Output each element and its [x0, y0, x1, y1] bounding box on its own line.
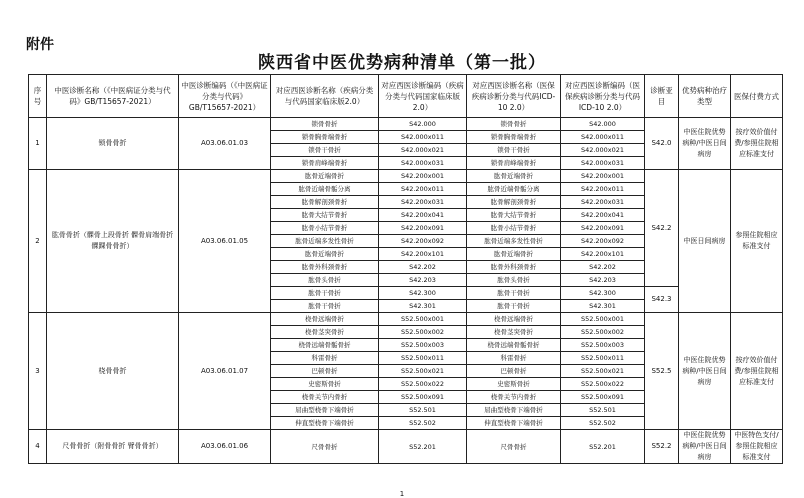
western-code-cell: S42.000: [379, 118, 467, 131]
icd-name-cell: 肱骨大结节骨折: [467, 209, 561, 222]
icd-name-cell: 史密斯骨折: [467, 378, 561, 391]
tcm-code-cell: A03.06.01.07: [179, 313, 271, 430]
icd-code-cell: S52.500x022: [561, 378, 645, 391]
western-name-cell: 桡骨茎突骨折: [271, 326, 379, 339]
western-name-cell: 肱骨头骨折: [271, 274, 379, 287]
tcm-code-cell: A03.06.01.05: [179, 170, 271, 313]
western-name-cell: 肱骨小结节骨折: [271, 222, 379, 235]
icd-code-cell: S42.200x101: [561, 248, 645, 261]
western-code-cell: S42.200x092: [379, 235, 467, 248]
icd-code-cell: S52.500x002: [561, 326, 645, 339]
icd-code-cell: S42.301: [561, 300, 645, 313]
western-code-cell: S52.500x011: [379, 352, 467, 365]
icd-code-cell: S52.500x021: [561, 365, 645, 378]
row-number-cell: 4: [29, 430, 47, 464]
treatment-type-cell: 中医日间病房: [679, 170, 731, 313]
treatment-type-cell: 中医住院优势病种/中医日间病房: [679, 313, 731, 430]
western-name-cell: 桡骨远端骨折: [271, 313, 379, 326]
attachment-label: 附件: [26, 37, 54, 53]
header-cell: 诊断亚目: [645, 75, 679, 118]
icd-code-cell: S52.501: [561, 404, 645, 417]
table-row: [29, 313, 783, 326]
icd-code-cell: S42.203: [561, 274, 645, 287]
icd-name-cell: 肱骨近端多发性骨折: [467, 235, 561, 248]
header-cell: 对应西医诊断名称（医保疾病诊断分类与代码ICD-10 2.0）: [467, 75, 561, 118]
icd-name-cell: 锁骨骨折: [467, 118, 561, 131]
western-name-cell: 肱骨近端骨折: [271, 248, 379, 261]
header-cell: 对应西医诊断名称（疾病分类与代码国家临床版2.0）: [271, 75, 379, 118]
western-name-cell: 科雷骨折: [271, 352, 379, 365]
western-name-cell: 肱骨干骨折: [271, 287, 379, 300]
payment-method-cell: 中医特色支付/参照住院相应标准支付: [731, 430, 783, 464]
subitem-cell: S42.0: [645, 118, 679, 170]
western-name-cell: 巴顿骨折: [271, 365, 379, 378]
western-name-cell: 屈曲型桡骨下端骨折: [271, 404, 379, 417]
icd-code-cell: S52.500x003: [561, 339, 645, 352]
row-number-cell: 1: [29, 118, 47, 170]
icd-name-cell: 肱骨解剖颈骨折: [467, 196, 561, 209]
western-code-cell: S52.201: [379, 430, 467, 464]
icd-name-cell: 尺骨骨折: [467, 430, 561, 464]
western-name-cell: 肱骨近端骨骺分离: [271, 183, 379, 196]
icd-name-cell: 桡骨远端骨骺骨折: [467, 339, 561, 352]
western-code-cell: S52.500x003: [379, 339, 467, 352]
icd-code-cell: S42.200x041: [561, 209, 645, 222]
western-name-cell: 史密斯骨折: [271, 378, 379, 391]
icd-code-cell: S42.200x092: [561, 235, 645, 248]
western-code-cell: S52.500x021: [379, 365, 467, 378]
icd-code-cell: S42.200x091: [561, 222, 645, 235]
row-number-cell: 3: [29, 313, 47, 430]
western-code-cell: S42.200x001: [379, 170, 467, 183]
icd-code-cell: S42.200x011: [561, 183, 645, 196]
icd-code-cell: S52.201: [561, 430, 645, 464]
icd-name-cell: 肱骨小结节骨折: [467, 222, 561, 235]
icd-name-cell: 肱骨干骨折: [467, 287, 561, 300]
table-row: [29, 170, 783, 183]
header-cell: 对应西医诊断编码（医保疾病诊断分类与代码ICD-10 2.0）: [561, 75, 645, 118]
western-code-cell: S52.500x022: [379, 378, 467, 391]
icd-code-cell: S52.502: [561, 417, 645, 430]
western-name-cell: 桡骨远端骨骺骨折: [271, 339, 379, 352]
treatment-type-cell: 中医住院优势病种/中医日间病房: [679, 118, 731, 170]
western-name-cell: 肱骨大结节骨折: [271, 209, 379, 222]
icd-name-cell: 伸直型桡骨下端骨折: [467, 417, 561, 430]
subitem-cell: S42.3: [645, 287, 679, 313]
icd-code-cell: S42.202: [561, 261, 645, 274]
western-name-cell: 桡骨关节内骨折: [271, 391, 379, 404]
tcm-name-cell: 锁骨骨折: [47, 118, 179, 170]
tcm-name-cell: 尺骨骨折（附骨骨折 臂骨骨折）: [47, 430, 179, 464]
subitem-cell: S52.5: [645, 313, 679, 430]
western-code-cell: S52.500x001: [379, 313, 467, 326]
western-name-cell: 肱骨近端多发性骨折: [271, 235, 379, 248]
tcm-code-cell: A03.06.01.06: [179, 430, 271, 464]
subitem-cell: S52.2: [645, 430, 679, 464]
tcm-name-cell: 桡骨骨折: [47, 313, 179, 430]
icd-code-cell: S42.000: [561, 118, 645, 131]
western-code-cell: S52.501: [379, 404, 467, 417]
icd-code-cell: S42.000x031: [561, 157, 645, 170]
payment-method-cell: 按疗效价值付费/参照住院相应标准支付: [731, 118, 783, 170]
icd-code-cell: S42.300: [561, 287, 645, 300]
icd-code-cell: S42.000x021: [561, 144, 645, 157]
western-code-cell: S42.000x031: [379, 157, 467, 170]
header-row: [29, 75, 783, 118]
icd-name-cell: 肱骨近端骨骺分离: [467, 183, 561, 196]
icd-code-cell: S42.000x011: [561, 131, 645, 144]
icd-name-cell: 肱骨外科颈骨折: [467, 261, 561, 274]
icd-name-cell: 肱骨干骨折: [467, 300, 561, 313]
western-code-cell: S42.300: [379, 287, 467, 300]
icd-code-cell: S52.500x011: [561, 352, 645, 365]
table-row: [29, 430, 783, 464]
western-name-cell: 肱骨干骨折: [271, 300, 379, 313]
header-cell: 对应西医诊断编码（疾病分类与代码国家临床版2.0）: [379, 75, 467, 118]
western-code-cell: S42.000x021: [379, 144, 467, 157]
icd-code-cell: S52.500x001: [561, 313, 645, 326]
western-code-cell: S42.000x011: [379, 131, 467, 144]
western-name-cell: 肱骨解剖颈骨折: [271, 196, 379, 209]
table-row: [29, 118, 783, 131]
header-cell: 序号: [29, 75, 47, 118]
icd-name-cell: 桡骨远端骨折: [467, 313, 561, 326]
header-cell: 医保付费方式: [731, 75, 783, 118]
western-name-cell: 锁骨肩峰端骨折: [271, 157, 379, 170]
icd-code-cell: S52.500x091: [561, 391, 645, 404]
icd-name-cell: 锁骨干骨折: [467, 144, 561, 157]
header-cell: 优势病种治疗类型: [679, 75, 731, 118]
western-code-cell: S52.502: [379, 417, 467, 430]
icd-name-cell: 锁骨肩峰端骨折: [467, 157, 561, 170]
icd-name-cell: 锁骨胸骨端骨折: [467, 131, 561, 144]
icd-name-cell: 桡骨关节内骨折: [467, 391, 561, 404]
western-code-cell: S52.500x002: [379, 326, 467, 339]
western-name-cell: 锁骨干骨折: [271, 144, 379, 157]
subitem-cell: S42.2: [645, 170, 679, 287]
western-code-cell: S42.202: [379, 261, 467, 274]
icd-code-cell: S42.200x001: [561, 170, 645, 183]
western-code-cell: S42.203: [379, 274, 467, 287]
tcm-code-cell: A03.06.01.03: [179, 118, 271, 170]
document-title: 陕西省中医优势病种清单（第一批）: [258, 53, 546, 73]
disease-table: [28, 74, 783, 464]
western-code-cell: S42.200x031: [379, 196, 467, 209]
icd-name-cell: 肱骨近端骨折: [467, 248, 561, 261]
western-name-cell: 锁骨胸骨端骨折: [271, 131, 379, 144]
icd-name-cell: 肱骨头骨折: [467, 274, 561, 287]
western-code-cell: S42.301: [379, 300, 467, 313]
western-code-cell: S42.200x011: [379, 183, 467, 196]
western-name-cell: 锁骨骨折: [271, 118, 379, 131]
icd-name-cell: 屈曲型桡骨下端骨折: [467, 404, 561, 417]
row-number-cell: 2: [29, 170, 47, 313]
western-code-cell: S52.500x091: [379, 391, 467, 404]
western-code-cell: S42.200x101: [379, 248, 467, 261]
header-cell: 中医诊断编码（《中医病证分类与代码》GB/T15657-2021）: [179, 75, 271, 118]
icd-name-cell: 肱骨近端骨折: [467, 170, 561, 183]
western-name-cell: 肱骨外科颈骨折: [271, 261, 379, 274]
icd-name-cell: 桡骨茎突骨折: [467, 326, 561, 339]
tcm-name-cell: 肱骨骨折（髁骨上段骨折 髁骨肩端骨折 髁踝骨骨折）: [47, 170, 179, 313]
page-number: 1: [399, 490, 405, 498]
icd-name-cell: 科雷骨折: [467, 352, 561, 365]
western-name-cell: 尺骨骨折: [271, 430, 379, 464]
icd-code-cell: S42.200x031: [561, 196, 645, 209]
icd-name-cell: 巴顿骨折: [467, 365, 561, 378]
western-name-cell: 肱骨近端骨折: [271, 170, 379, 183]
western-code-cell: S42.200x041: [379, 209, 467, 222]
treatment-type-cell: 中医住院优势病种/中医日间病房: [679, 430, 731, 464]
western-code-cell: S42.200x091: [379, 222, 467, 235]
payment-method-cell: 按疗效价值付费/参照住院相应标准支付: [731, 313, 783, 430]
header-cell: 中医诊断名称（《中医病证分类与代码》GB/T15657-2021）: [47, 75, 179, 118]
western-name-cell: 伸直型桡骨下端骨折: [271, 417, 379, 430]
payment-method-cell: 参照住院相应标准支付: [731, 170, 783, 313]
